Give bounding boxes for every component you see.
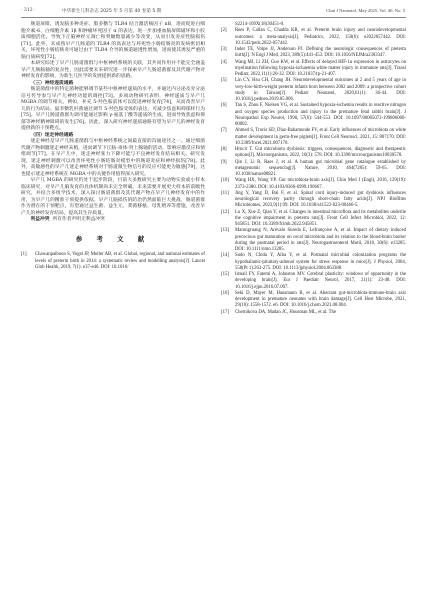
reference-item (221, 147, 406, 160)
reference-number: [8] (221, 147, 227, 152)
reference-number: [6] (221, 103, 227, 109)
journal-title-en: Chin J Neonatol, May 2025, Vol. 40, No. 5 (326, 8, 405, 13)
reference-number: [13] (221, 228, 229, 234)
reference-text: Inder TE, Volpe JJ, Anderson PJ. Defining the neurologic consequences of preterm birth[J]. N Engl J Med, 2023, 389(5):441-453. DOI: 10.1056/NEJMra2303347. (235, 47, 406, 59)
header-rule (21, 17, 406, 18)
reference-number: [14] (221, 253, 229, 259)
conflict-statement (21, 217, 205, 224)
reference-text: Lu X, Xue Z, Qian Y, et al. Changes in intestinal microflora and its metabolites underlie the cognitive impairment in preterm rats[J]. Front Cell Infect Microbiol, 2022, 12: 945851. DOI: 10.3389/fcimb.2022.945851. (235, 209, 406, 227)
reference-item (21, 252, 205, 272)
reference-number: [10] (221, 178, 229, 184)
reference-item (221, 228, 406, 253)
reference-item (221, 291, 406, 310)
reference-item (221, 253, 406, 272)
body-paragraph: 肠道菌群中的特定菌种能够调节某些中枢神经递质的水平，并通过内分泌及旁分泌信号传导参与早产儿神经功能的调控[73]。多项动物研究表明，神经递质与早产儿 MGBA 的调节相关。例如，补充 5-羟色胺前体可以促进神经发育[74]，从而改善早产儿的行为结局。鼠李糖乳杆菌通过调节 5-羟色胺受体的表达，可减少焦虑和抑郁样行为[75]。早产儿肠道菌群失调可能通过影响 γ-氨基丁酸等递质的生成，进而导致焦虑和抑郁等神经精神障碍的发生[76]。因此，深入研究神经递质通路有望为早产儿的神经发育提供新的干预靶点。 (21, 87, 205, 131)
reference-item (221, 210, 406, 229)
reference-number: [17] (221, 309, 229, 315)
reference-number: [2] (221, 28, 227, 34)
reference-number: [3] (221, 47, 227, 52)
reference-item (221, 60, 406, 79)
conflict-text: 所有作者声明无利益冲突 (52, 217, 105, 222)
reference-number: [12] (221, 209, 229, 215)
reference-item (221, 28, 406, 47)
reference-item (221, 103, 406, 128)
reference-text: Qin J, Li R, Raes J, et al. A human gut microbial gene catalogue established by metagenomic sequencing[J]. Nature, 2010, 464(7285): 59-65. DOI: 10.1038/nature08821. (235, 159, 406, 177)
journal-title-cn: 中华新生儿科杂志 2025 年 5 月第 40 卷第 5 期 (62, 9, 162, 14)
reference-item (221, 310, 406, 317)
page-number: · 312 · (21, 8, 36, 13)
reference-text: Lin CY, Hsu CH, Chang JH. Neurodevelopmental outcomes at 2 and 5 years of age in very-low-birth-weight preterm infants born between 2002 and 2009: a prospective cohort study in Taiwan[J]. Pediatr Neonatol, 2020,61(1): 36-44. DOI: 10.1016/j.pedneo.2019.05.006. (235, 78, 406, 102)
reference-item (221, 47, 406, 60)
reference-text: Sudo N, Chida Y, Aiba Y, et al. Postnatal microbial colonization programs the hypothalamic-pituitary-adrenal system for stress response in mice[J]. J Physiol, 2004, 558(Pt 1):263-275. DOI: 10.1113/jphysiol.2004.063388. (235, 253, 406, 271)
reference-text: Ismail FY, Fatemi A, Johnston MV. Cerebral plasticity: windows of opportunity in the developing brain[J]. Eur J Paediatr Neurol, 2017, 21(1): 23-48. DOI: 10.1016/j.ejpn.2016.07.007. (235, 272, 406, 290)
reference-text: Marungruang N, Arévalo Sureda E, Lefrançoise A, et al. Impact of dietary induced precocious gut maturation on cecal microbiota and its relation to the blood-brain barrier during the postnatal period in rats[J]. Neurogastroenterol Motil, 2018, 30(6): e13285. DOI: 10.1111/nmo.13285. (235, 228, 406, 252)
reference-number: [4] (221, 59, 227, 65)
reference-item (221, 272, 406, 291)
reference-number: [11] (221, 190, 229, 196)
reference-number: [5] (221, 78, 227, 84)
reference-text: S2214-109X(18)30451-0. (235, 22, 285, 27)
reference-text: Chawanpaiboon S, Vogel JP, Moller AB, et al. Global, regional, and national estimates of levels of preterm birth in 2014: a systematic review and modelling analysis[J]. Lancet Glob Health, 2019, 7(1): e37-e46. DOI: 10.1016/ (35, 252, 205, 270)
reference-text: Wang HX, Wang YP. Gut microbiota-brain axis[J]. Chin Med J (Engl), 2016, 129(19): 2373-2380. DOI: 10.4103/0366-6999.190667. (235, 178, 406, 190)
reference-number: [9] (221, 159, 227, 165)
body-paragraph: 迷走神经是早产儿肠道菌群与中枢神经系统之间最直接的沟通途径之一。通过细菌代谢产物刺激迷走神经末梢，进而调节下丘脑-垂体-肾上腺轴的活动，影响应激反应和情绪调节[77]。在早产儿中，迷走神经张力下降可能与不良神经发育结局相关。研究发现，迷走神经刺激可以改善坏死性小肠结肠炎模型中的肠道炎症和神经损伤[78]。此外，高敏感性的早产儿迷走神经系统对于肠道微生物信号的反应可能更为敏感[79]，这也提示迷走神经系统在 MGBA 中的关键作用值得深入研究。 (21, 139, 205, 177)
reference-text: Wang MJ, Li ZH, Guo KW, et al. Effects of delayed HIF-1α expression in astrocytes on myelination following hypoxia-ischaemia white matter injury in immature rats[J]. Transl Pediatr, 2022,11(1):20-32. DOI: 10.21037/tp-21-407. (235, 59, 406, 77)
body-paragraph: 早产儿 MGBA 的研究仍处于起步阶段，目前大多数研究主要为动物实验或小样本临床研究，对早产儿脑发育的具体机制尚未完全明确。未来需要开展更大样本的前瞻性研究，并结合多组学技术，深入探讨肠道菌群及其代谢产物在早产儿神经发育中的作用，为早产儿的精准干预提供依据。早产儿脑损伤的防治仍然面临巨大挑战，肠道菌群作为潜在的干预靶点，有望通过益生菌、益生元、粪菌移植、母乳喂养等措施，改善早产儿的神经发育结局，提高其生存质量。 (21, 178, 205, 216)
page-header (0, 0, 427, 20)
conflict-label: 利益冲突 (30, 217, 50, 222)
reference-text: Ahmed S, Travis SD, Díaz-Bahamonde FV, et al. Early influences of microbiota on white matter development in germ-free piglets[J]. Front Cell Neurosci, 2021, 15: 807170. DOI: 10.3389/fncel.2021.807170. (235, 128, 406, 146)
reference-number: [1] (21, 252, 27, 257)
reference-text: Tan S, Zhou F, Nielsen VG, et al. Sustained hypoxia-ischemia results in reactive nitrogen and oxygen species production and injury in the premature fetal rabbit brain[J]. J Neuropathol Exp Neurol, 1998, 57(6): 544-553. DOI: 10.1097/00005072-199806000-00002. (235, 103, 406, 127)
right-column (221, 22, 406, 316)
section-heading: （四）迷走神经通路 (30, 132, 74, 138)
reference-number: [16] (221, 290, 229, 296)
reference-text: Hrncir T. Gut microbiota dysbiosis: triggers, consequences, diagnostic and therapeutic options[J]. Microorganisms, 2022, 10(3): 578. DOI: 10.3390/microorganisms10030578. (235, 147, 406, 159)
body-paragraph: 肠道屏障，诱发脑多种炎症。脂多糖与 TLR4 结合激活核因子 κB，进而促进白细胞介素-6、白细胞介素 1β 和肿瘤坏死因子 α 的表达，进一步加重血脑屏障破坏和小胶质细胞活化，导致下丘脑神经元凋亡和突触数量减少等改变，从而引发炎症性脑损伤[71]。此外，未成熟早产儿肠道的 TLR4 的高表达与坏死性小肠结肠炎的发病密切相关，坏死性小肠结肠炎可通过由于 TLR4 介导的肠道通透性增加，进而使其诱发严重的脑白质病变[72]。 (21, 22, 205, 60)
reference-item (221, 128, 406, 147)
reference-text: Rees P, Callan C, Chadda KR, et al. Preterm brain injury and neurodevelopmental outcomes: a meta-analysis[J]. Pediatrics, 2022, 150(6): e2022057442. DOI: 10.1542/peds.2022-057442. (235, 28, 406, 46)
references-title: 参 考 文 献 (75, 234, 151, 243)
reference-item (221, 178, 406, 191)
reference-number: [7] (221, 128, 227, 134)
reference-item (221, 191, 406, 210)
body-paragraph: 本研究综述了早产儿肠道菌群与中枢神经系统的关联，其共同作用并不能完全涵盖早产儿肠脑轴的复杂性，因此需要未来研究进一步探索早产儿肠道菌群及其代谢产物对神经发育的影响，为新生儿医学的发展提供新的思路。 (21, 61, 205, 79)
reference-text: Chernikova DA, Madan JC, Housman ML, et al. The (235, 309, 336, 315)
reference-number: [15] (221, 272, 229, 277)
reference-item (221, 160, 406, 179)
reference-text: Seki D, Mayer M, Hausmann B, et al. Aberrant gut-microbiota-immune-brain axis development in premature neonates with brain damage[J]. Cell Host Microbe, 2021, 29(10): 1558-1572. e6. DOI: 10.1016/j.chom.2021.08.004. (235, 290, 406, 309)
reference-text: Jing Y, Yang D, Bai F, et al. Spinal cord injury-induced gut dysbiosis influences neurological recovery partly through short-chain fatty acids[J]. NPJ Biofilms Microbiomes, 2023,9(1):99. DOI: 10.1038/s41522-023-00466-5. (235, 190, 406, 209)
left-column (21, 22, 205, 272)
section-heading: （三）神经递质通路 (30, 80, 74, 86)
reference-item (221, 78, 406, 103)
